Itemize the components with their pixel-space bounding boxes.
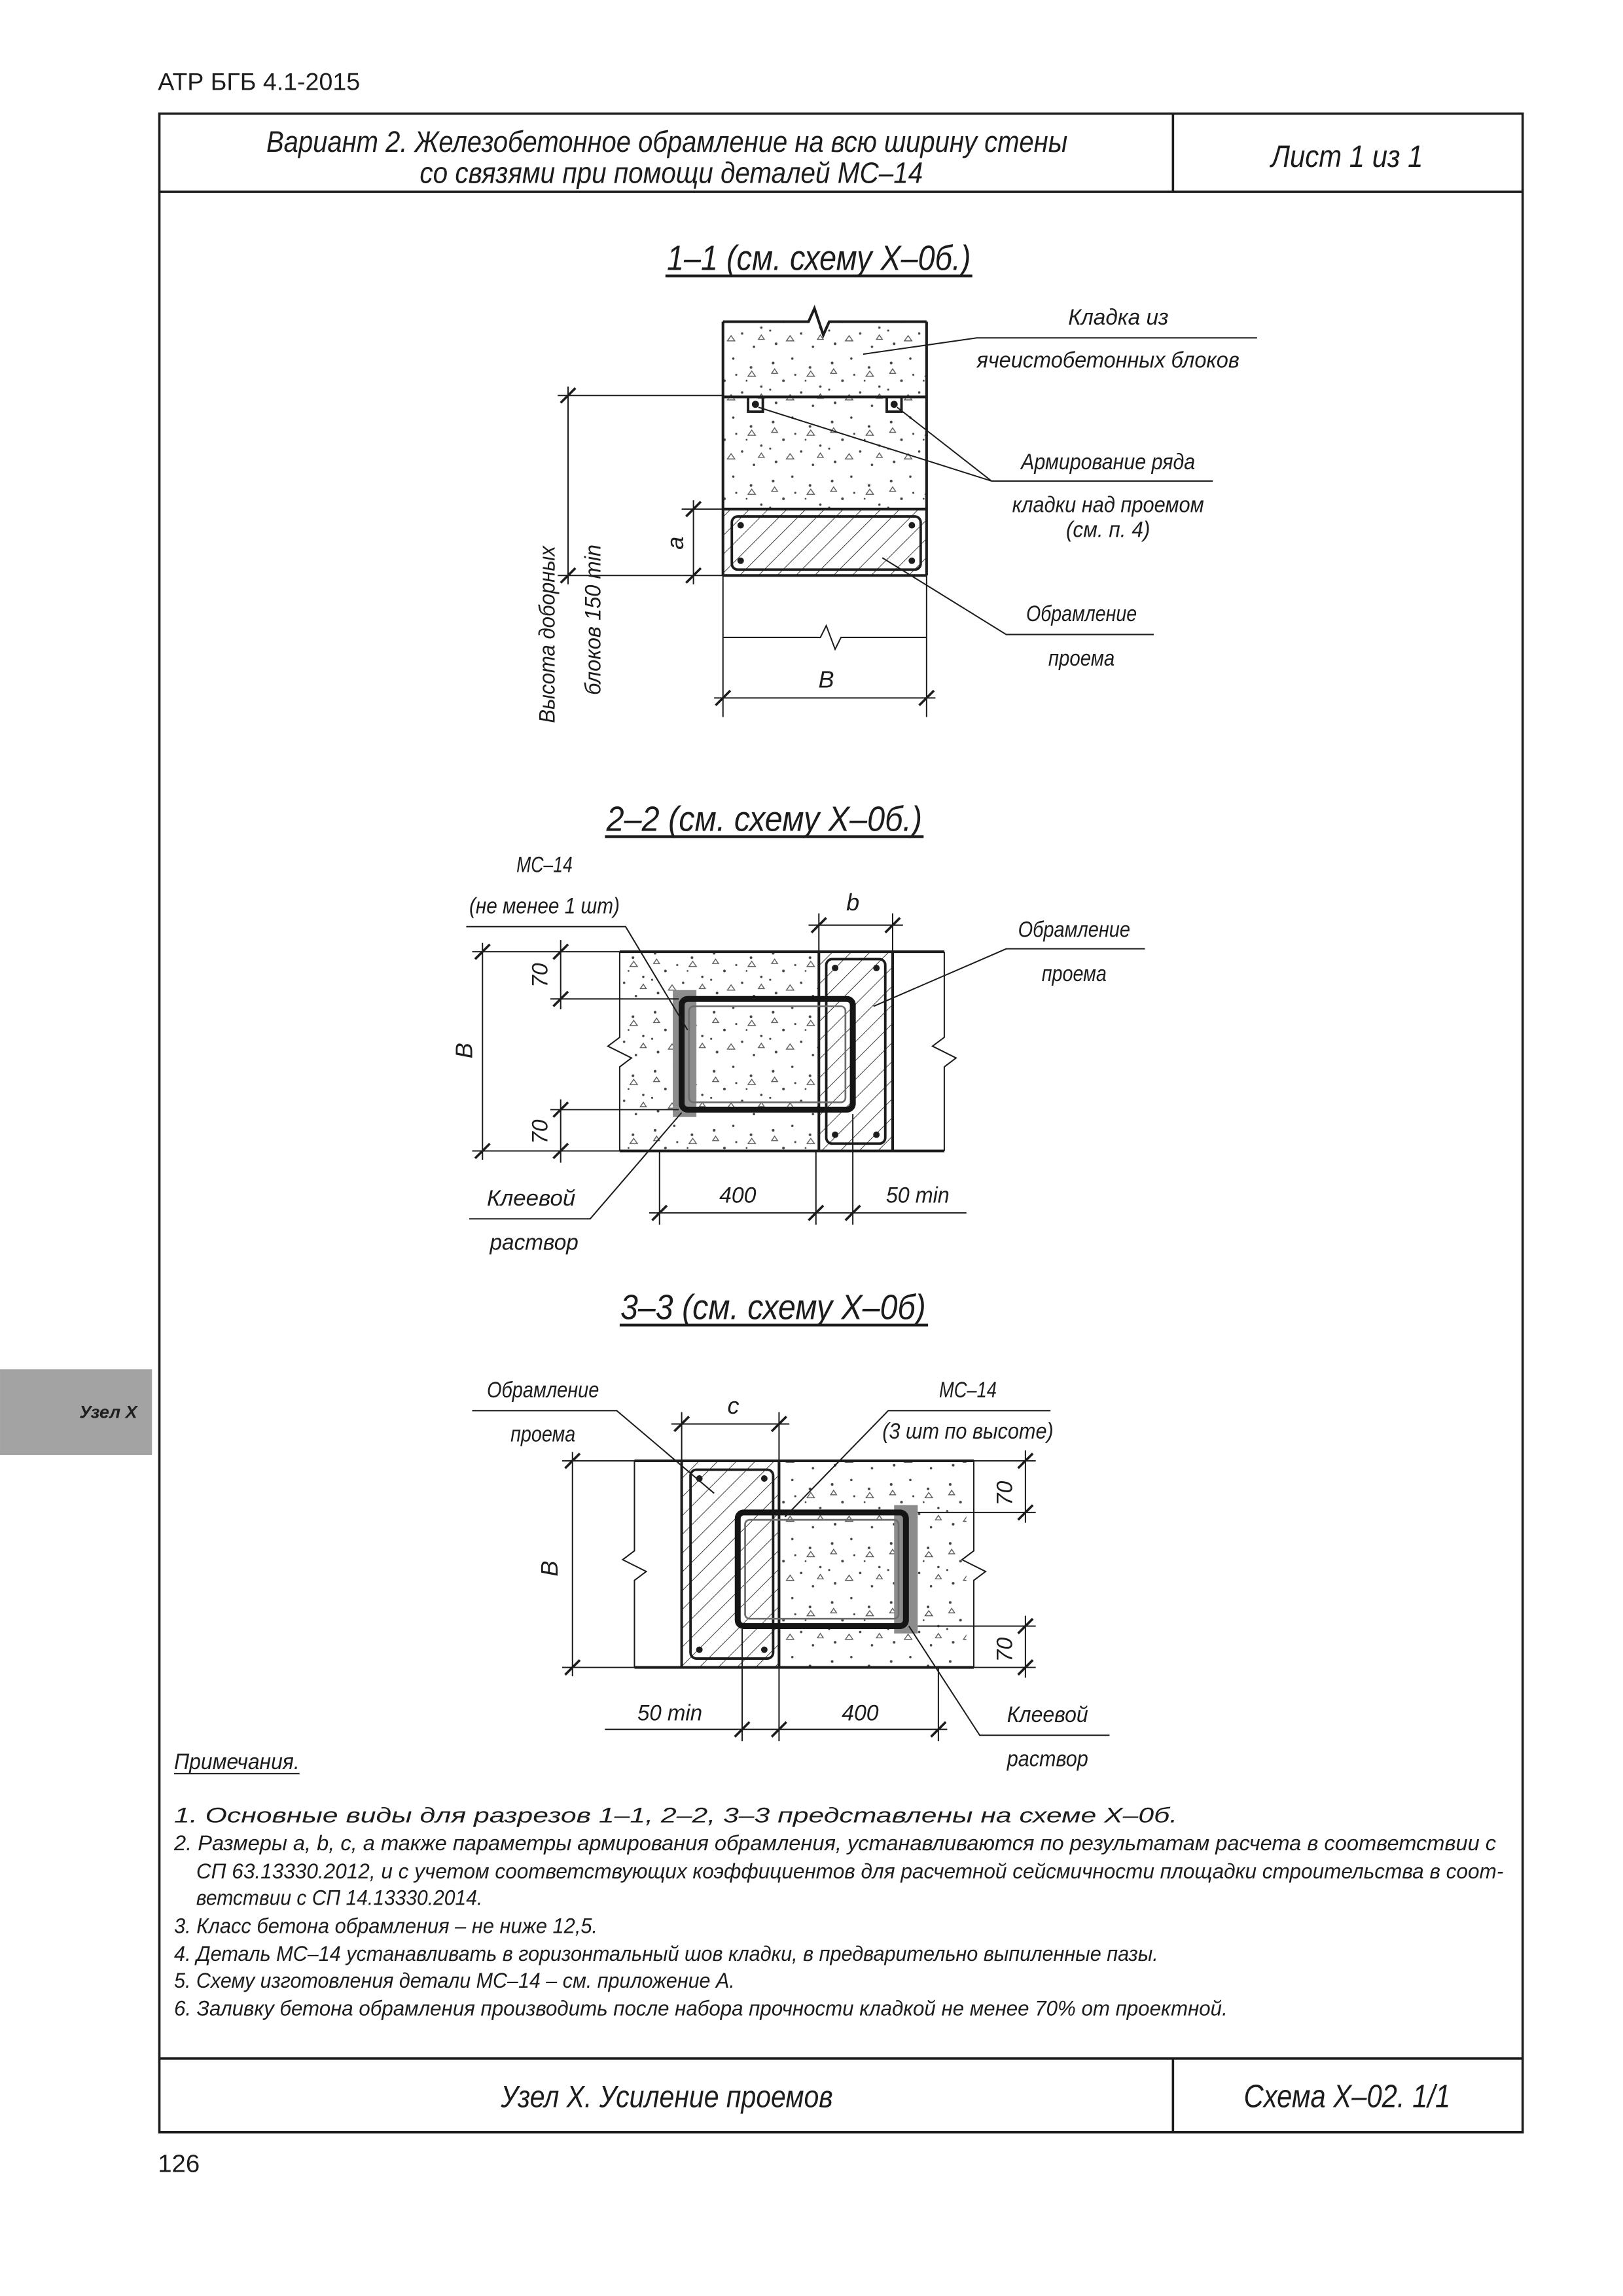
masonry-block-fill	[779, 1461, 966, 1668]
side-tab[interactable]	[0, 1369, 152, 1455]
frame-rebar-dot	[908, 522, 915, 529]
reinforcement-label-1: Армирование ряда	[1020, 449, 1196, 475]
node-title: Узел Х. Усиление проемов	[500, 2079, 833, 2115]
masonry-block-fill	[723, 399, 927, 509]
note-line: СП 63.13330.2012, и с учетом соответствующих коэффициентов для расчетной сейсмичности площадки строительства в соот-	[196, 1858, 1504, 1883]
frame-rebar-dot	[873, 965, 880, 971]
frame-rebar-dot	[832, 1132, 838, 1138]
masonry-label-1: Кладка из	[1068, 304, 1169, 330]
sheet-number: Лист 1 из 1	[1269, 139, 1423, 174]
frame-label-1: Обрамление	[1026, 601, 1137, 627]
dim-label-embed: 50 min	[637, 1700, 703, 1726]
dim-label-top: 70	[992, 1480, 1018, 1506]
frame-rebar-dot	[761, 1475, 768, 1482]
document-code: АТР БГБ 4.1-2015	[158, 67, 361, 96]
frame-rebar-dot	[761, 1647, 768, 1653]
frame-label-1: Обрамление	[1018, 917, 1130, 942]
dim-label-width: В	[818, 666, 834, 693]
tie-label-2: (3 шт по высоте)	[882, 1419, 1054, 1444]
title-line-2: со связями при помощи деталей МС–14	[419, 156, 923, 190]
tie-label-1: МС–14	[939, 1378, 997, 1403]
section-3-title: 3–3 (см. схему Х–0б)	[620, 1287, 926, 1327]
masonry-label-2: ячеистобетонных блоков	[976, 348, 1240, 373]
frame-rebar-dot	[908, 558, 915, 564]
dim-label-bottom: 70	[527, 1119, 553, 1144]
frame-rebar-dot	[873, 1132, 880, 1138]
side-tab-label: Узел Х	[79, 1402, 137, 1422]
frame-rebar-dot	[738, 522, 744, 529]
glue-label-1: Клеевой	[1007, 1702, 1088, 1727]
frame-rebar-dot	[696, 1647, 703, 1653]
scheme-code: Схема Х–02. 1/1	[1243, 2077, 1451, 2115]
frame-rebar-dot	[832, 965, 838, 971]
dim-label-tie: 400	[719, 1183, 757, 1208]
note-line: 6. Заливку бетона обрамления производить после набора прочности кладкой не менее 70% от проектной.	[174, 1996, 1228, 2020]
dim-label-b: b	[846, 889, 860, 916]
note-line: 1. Основные виды для разрезов 1–1, 2–2, 3–3 представлены на схеме Х–0б.	[174, 1803, 1178, 1827]
height-label-2: блоков 150 min	[580, 539, 606, 695]
joint-rebar-right-dot	[891, 401, 898, 408]
notes-heading: Примечания.	[174, 1749, 300, 1775]
dim-label-c: с	[727, 1391, 740, 1419]
dim-label-top: 70	[527, 963, 553, 988]
frame-rebar-dot	[738, 558, 744, 564]
reinforcement-label-3: (см. п. 4)	[1065, 517, 1150, 543]
note-line: 2. Размеры а, b, с, а также параметры армирования обрамления, устанавливаются по результатам расчета в соответствии с	[173, 1831, 1497, 1856]
frame-label-2: проема	[510, 1422, 576, 1447]
frame-label-1: Обрамление	[487, 1378, 599, 1403]
opening-frame-hatch	[682, 1461, 779, 1668]
frame-label-2: проема	[1041, 961, 1107, 987]
joint-rebar-left-dot	[752, 401, 759, 408]
glue-label-2: раствор	[1006, 1746, 1088, 1772]
title-line-1: Вариант 2. Железобетонное обрамление на всю ширину стены	[266, 125, 1068, 159]
glue-label-1: Клеевой	[487, 1185, 576, 1211]
tie-label-1: МС–14	[516, 852, 573, 878]
note-line: 4. Деталь МС–14 устанавливать в горизонтальный шов кладки, в предварительно выпиленные пазы.	[174, 1941, 1158, 1966]
dim-label-a: а	[661, 536, 688, 550]
height-label-1: Высота доборных	[535, 531, 560, 723]
dim-label-tie: 400	[842, 1700, 879, 1726]
dim-label-width: В	[536, 1560, 563, 1577]
masonry-block-fill	[620, 952, 819, 1151]
note-line: 5. Схему изготовления детали МС–14 – см. приложение А.	[174, 1967, 735, 1992]
note-line: ветствии с СП 14.13330.2014.	[196, 1885, 483, 1910]
section-2-title: 2–2 (см. схему Х–0б.)	[605, 799, 923, 839]
dim-label-bottom: 70	[992, 1637, 1018, 1662]
page-number: 126	[158, 2149, 200, 2178]
frame-label-2: проема	[1048, 645, 1115, 671]
glue-label-2: раствор	[489, 1230, 579, 1255]
note-line: 3. Класс бетона обрамления – не ниже 12,5.	[174, 1913, 598, 1938]
tie-label-2: (не менее 1 шт)	[469, 893, 620, 919]
dim-label-width: В	[450, 1043, 478, 1059]
section-1-title: 1–1 (см. схему Х–0б.)	[667, 238, 971, 278]
reinforcement-label-2: кладки над проемом	[1012, 492, 1204, 518]
dim-label-embed: 50 min	[885, 1183, 950, 1208]
